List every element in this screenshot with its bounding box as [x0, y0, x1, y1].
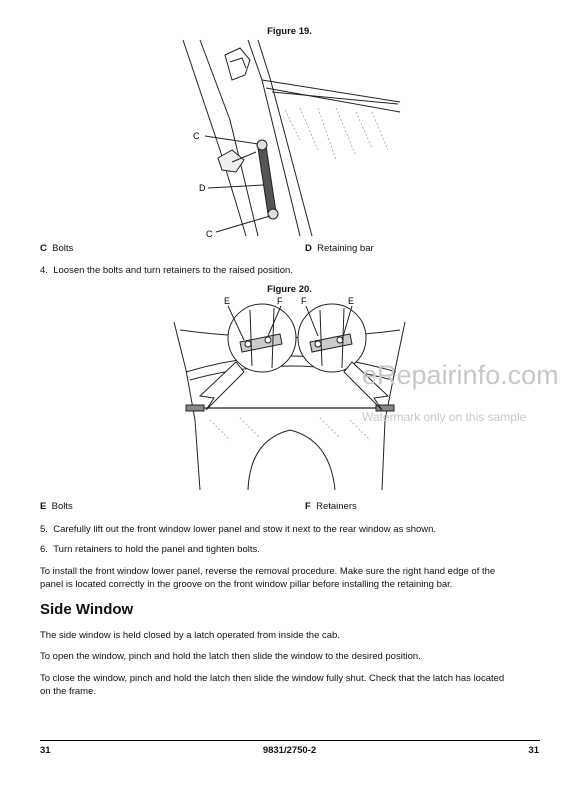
fig20-callout-e-right: E [348, 296, 355, 306]
install-line-2: panel is located correctly in the groove on the front window pillar before installing the retaining bar. [40, 579, 453, 590]
legend-key: F [305, 501, 311, 512]
watermark-site: eRepairinfo.com [362, 360, 559, 390]
footer-rule [40, 740, 540, 741]
step-text: Turn retainers to hold the panel and tighten bolts. [53, 544, 260, 555]
legend-key: D [305, 243, 312, 254]
footer-doc-number: 9831/2750-2 [262, 745, 317, 756]
para-3-line-1: To close the window, pinch and hold the latch then slide the window fully shut. Check that the latch has located [40, 673, 505, 684]
legend-text: Retainers [316, 501, 357, 512]
step-number: 4. [40, 265, 48, 276]
section-heading: Side Window [40, 601, 134, 618]
watermark-note: Watermark only on this sample [362, 410, 527, 424]
install-paragraph [40, 565, 545, 591]
fig20-callout-e-left: E [224, 296, 231, 306]
step-number: 6. [40, 544, 48, 555]
fig19-callout-c-top: C [193, 131, 200, 141]
step-text: Loosen the bolts and turn retainers to the raised position. [53, 265, 293, 276]
footer-page-right: 31 [528, 745, 539, 756]
legend-text: Retaining bar [317, 243, 374, 254]
step-text: Carefully lift out the front window lower panel and stow it next to the rear window as shown. [53, 524, 437, 535]
side-window-para-3 [40, 672, 545, 698]
fig20-callout-f-left: F [277, 296, 283, 306]
side-window-para-2: To open the window, pinch and hold the latch then slide the window to the desired position. [40, 651, 421, 662]
legend-text: Bolts [52, 243, 74, 254]
step-5 [40, 523, 436, 536]
legend-text: Bolts [51, 501, 73, 512]
step-number: 5. [40, 524, 48, 535]
step-6 [40, 543, 260, 556]
footer-page-left: 31 [40, 745, 51, 756]
legend-key: C [40, 243, 47, 254]
fig20-legend-item-e [40, 500, 73, 513]
figure-19-title: Figure 19. [267, 26, 312, 37]
fig19-callout-c-bottom: C [206, 229, 213, 239]
side-window-para-1: The side window is held closed by a latch operated from inside the cab. [40, 630, 340, 641]
fig20-callout-f-right: F [301, 296, 307, 306]
figure-20-title: Figure 20. [267, 284, 312, 295]
fig19-callout-d: D [199, 183, 206, 193]
legend-key: E [40, 501, 47, 512]
install-line-1: To install the front window lower panel, reverse the removal procedure. Make sure the right hand edge of the [40, 566, 496, 577]
fig20-legend-item-f [305, 500, 357, 513]
para-3-line-2: on the frame. [40, 686, 96, 697]
